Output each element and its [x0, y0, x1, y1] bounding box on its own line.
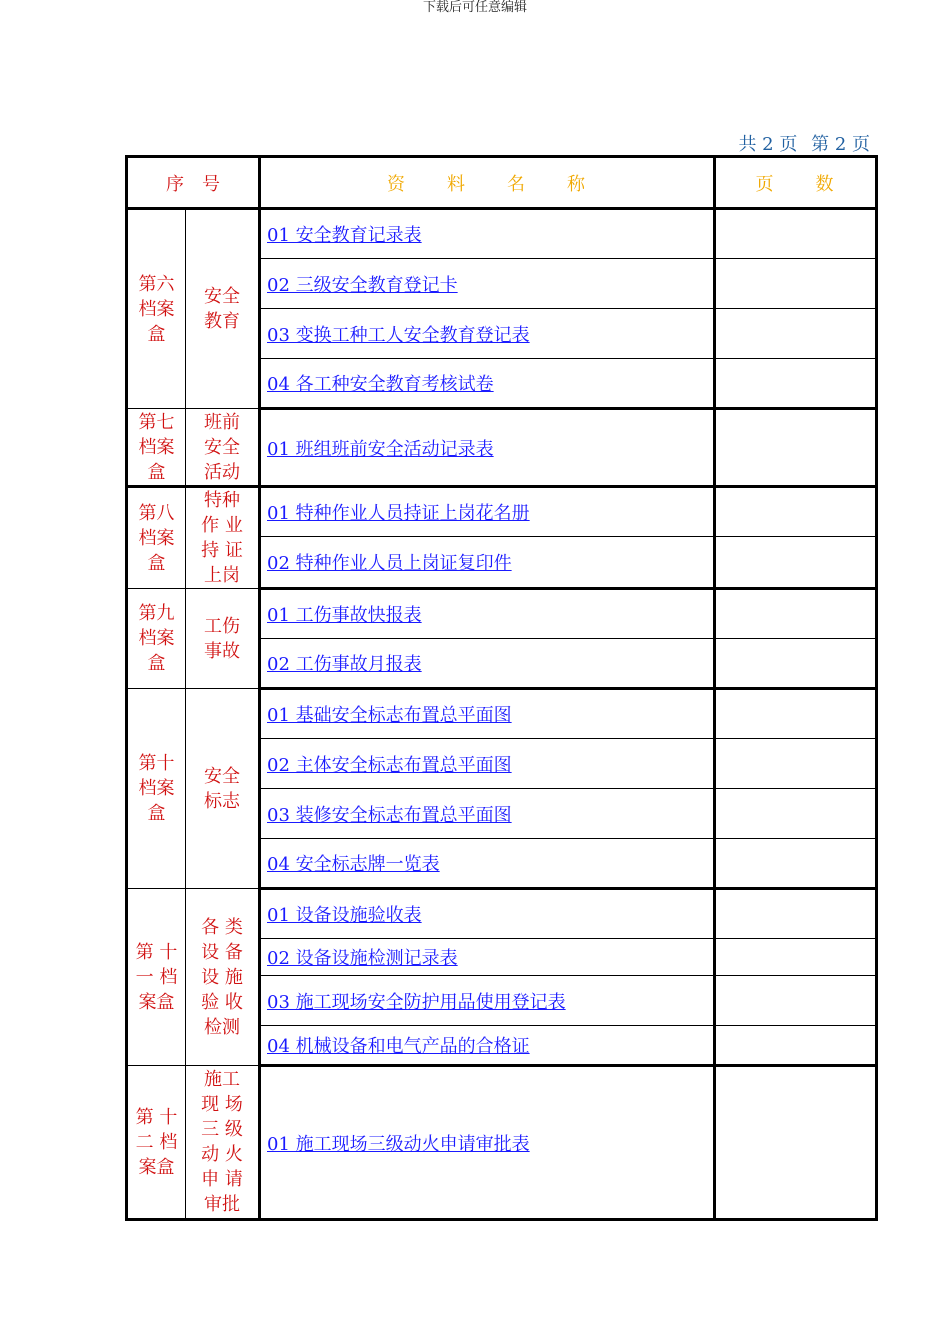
page-count-cell: [715, 789, 877, 839]
category-label: 各 类 设 备 设 施 验 收 检测: [186, 889, 260, 1066]
document-link[interactable]: 03 装修安全标志布置总平面图: [267, 804, 512, 826]
document-item: [260, 209, 715, 259]
document-link[interactable]: 04 各工种安全教育考核试卷: [267, 374, 494, 395]
document-link[interactable]: 01 施工现场三级动火申请审批表: [267, 1133, 530, 1155]
table-header-row: [127, 157, 877, 209]
document-link[interactable]: 03 变换工种工人安全教育登记表: [267, 324, 530, 346]
page-count-cell: [715, 839, 877, 889]
document-link[interactable]: 02 工伤事故月报表: [267, 654, 422, 675]
page-counter: [700, 130, 870, 156]
page-count-cell: [715, 976, 877, 1026]
category-label: 安全 标志: [186, 689, 260, 889]
table-row: [127, 487, 877, 537]
document-link[interactable]: 01 班组班前安全活动记录表: [267, 438, 494, 460]
document-item: [260, 259, 715, 309]
document-item: [260, 359, 715, 409]
document-item: [260, 639, 715, 689]
table-row: [127, 209, 877, 259]
page-count-cell: [715, 259, 877, 309]
header-pages: 页 数: [715, 157, 877, 209]
category-label: 工伤 事故: [186, 589, 260, 689]
document-item: [260, 589, 715, 639]
table-row: [127, 689, 877, 739]
archive-box-label: 第七 档案 盒: [127, 409, 186, 487]
page-count-cell: [715, 589, 877, 639]
document-item: [260, 409, 715, 487]
document-link[interactable]: 03 施工现场安全防护用品使用登记表: [267, 991, 566, 1013]
document-item: [260, 976, 715, 1026]
page-count-cell: [715, 639, 877, 689]
document-item: [260, 689, 715, 739]
document-item: [260, 487, 715, 537]
page-count-cell: [715, 939, 877, 976]
table-row: [127, 889, 877, 939]
document-item: [260, 889, 715, 939]
page-count-cell: [715, 209, 877, 259]
document-item: [260, 1026, 715, 1066]
category-label: 班前 安全 活动: [186, 409, 260, 487]
page-count-cell: [715, 1066, 877, 1220]
total-pages: 共 2 页: [738, 134, 798, 155]
page-count-cell: [715, 409, 877, 487]
document-link[interactable]: 02 三级安全教育登记卡: [267, 274, 458, 296]
page-count-cell: [715, 359, 877, 409]
document-link[interactable]: 04 安全标志牌一览表: [267, 854, 440, 875]
page-count-cell: [715, 689, 877, 739]
page-count-cell: [715, 889, 877, 939]
document-link[interactable]: 02 特种作业人员上岗证复印件: [267, 553, 512, 574]
archive-box-label: 第八 档案 盒: [127, 487, 186, 589]
document-item: [260, 789, 715, 839]
document-link[interactable]: 01 基础安全标志布置总平面图: [267, 705, 512, 726]
document-link[interactable]: 01 设备设施验收表: [267, 905, 422, 926]
page-count-cell: [715, 1026, 877, 1066]
document-link[interactable]: 01 特种作业人员持证上岗花名册: [267, 503, 530, 524]
document-item: [260, 739, 715, 789]
table-row: [127, 409, 877, 487]
document-item: [260, 839, 715, 889]
current-page: 第 2 页: [811, 134, 870, 155]
archive-box-label: 第九 档案 盒: [127, 589, 186, 689]
page-count-cell: [715, 537, 877, 589]
archive-box-label: 第 十 一 档 案盒: [127, 889, 186, 1066]
archive-index-table: [125, 155, 878, 1221]
document-link[interactable]: 04 机械设备和电气产品的合格证: [267, 1036, 530, 1057]
document-item: [260, 939, 715, 976]
document-link[interactable]: 02 主体安全标志布置总平面图: [267, 754, 512, 776]
page-count-cell: [715, 487, 877, 537]
category-label: 特种 作 业 持 证 上岗: [186, 487, 260, 589]
download-note: 下载后可任意编辑: [422, 0, 527, 15]
category-label: 安全 教育: [186, 209, 260, 409]
header-seq: 序 号: [127, 157, 260, 209]
page-count-cell: [715, 309, 877, 359]
table-row: [127, 589, 877, 639]
document-item: [260, 537, 715, 589]
document-item: [260, 1066, 715, 1220]
document-link[interactable]: 01 工伤事故快报表: [267, 605, 422, 626]
archive-box-label: 第十 档案 盒: [127, 689, 186, 889]
table-row: [127, 1066, 877, 1220]
category-label: 施工 现 场 三 级 动 火 申 请 审批: [186, 1066, 260, 1220]
archive-box-label: 第 十 二 档 案盒: [127, 1066, 186, 1220]
document-link[interactable]: 02 设备设施检测记录表: [267, 948, 458, 969]
document-item: [260, 309, 715, 359]
document-link[interactable]: 01 安全教育记录表: [267, 225, 422, 246]
header-name: 资 料 名 称: [260, 157, 715, 209]
archive-box-label: 第六 档案 盒: [127, 209, 186, 409]
page-count-cell: [715, 739, 877, 789]
